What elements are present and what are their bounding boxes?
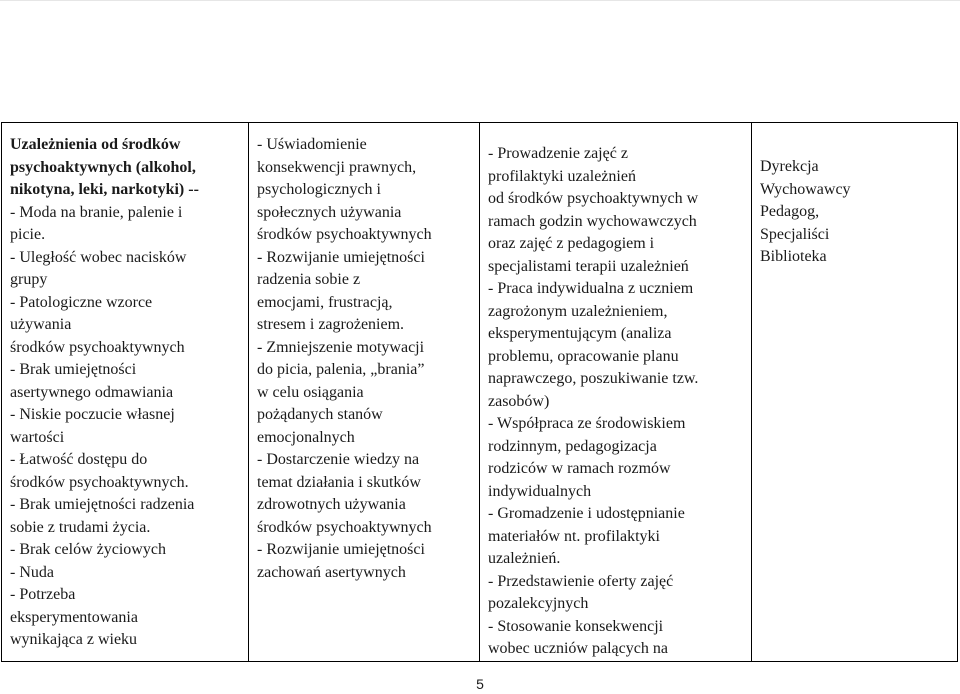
text-line: Biblioteka (760, 248, 827, 265)
text-line: temat działania i skutków (257, 473, 421, 491)
text-line: - Rozwijanie umiejętności (257, 541, 425, 558)
text-line: od środków psychoaktywnych w (488, 190, 699, 207)
text-line: do picia, palenia, „brania” (257, 361, 425, 378)
page-top-edge (0, 0, 960, 1)
text-line: materiałów nt. profilaktyki (488, 527, 660, 545)
text-line: - Przedstawienie oferty zajęć (488, 572, 674, 590)
text-line: - Brak celów życiowych (10, 541, 166, 558)
actions-text (488, 143, 743, 661)
text-line: - Patologiczne wzorce (10, 293, 153, 311)
text-line: pożądanych stanów (257, 406, 383, 423)
text-line: - Zmniejszenie motywacji (257, 338, 425, 356)
text-line: indywidualnych (488, 482, 592, 500)
page-number: 5 (476, 676, 484, 692)
text-line: sobie z trudami życia. (10, 518, 151, 536)
text-line: naprawczego, poszukiwanie tzw. (488, 370, 699, 387)
text-line: - Stosowanie konsekwencji (488, 617, 664, 635)
text-line: ramach godzin wychowawczych (488, 212, 697, 230)
text-line: - Uległość wobec nacisków (10, 248, 187, 266)
text-line: środków psychoaktywnych (257, 226, 432, 243)
text-line: rodzinnym, pedagogizacja (488, 437, 657, 455)
text-line: wobec uczniów palących na (488, 640, 668, 657)
text-line: zagrożonym uzależnieniem, (488, 302, 668, 320)
text-line: radzenia sobie z (257, 271, 361, 288)
text-line: Pedagog, (760, 203, 820, 220)
text-line: uzależnień. (488, 550, 561, 567)
text-line: emocjonalnych (257, 428, 355, 446)
text-line: środków psychoaktywnych. (10, 473, 189, 491)
text-line: konsekwencji prawnych, (257, 158, 417, 176)
text-line: eksperymentującym (analiza (488, 325, 672, 342)
text-line: zasobów) (488, 392, 550, 410)
text-line: eksperymentowania (10, 608, 138, 626)
program-table (1, 122, 958, 662)
goals-text (257, 134, 471, 584)
text-line: wynikająca z wieku (10, 631, 138, 648)
text-line: stresem i zagrożeniem. (257, 316, 405, 333)
text-line: środków psychoaktywnych (10, 338, 185, 356)
text-line: psychoaktywnych (alkohol, (10, 158, 196, 176)
risk-factors-text (10, 134, 240, 652)
text-line: Dyrekcja (760, 158, 819, 175)
text-line: psychologicznych i (257, 181, 381, 198)
text-line: - Praca indywidualna z uczniem (488, 280, 694, 297)
text-line: - Niskie poczucie własnej (10, 406, 175, 423)
responsible-text (760, 156, 949, 269)
text-line: - Moda na branie, palenie i (10, 203, 183, 221)
text-line: - Gromadzenie i udostępnianie (488, 505, 685, 522)
text-line: Wychowawcy (760, 180, 851, 198)
text-line: Uzależnienia od środków (10, 136, 181, 153)
text-line: - Rozwijanie umiejętności (257, 248, 425, 266)
text-line: nikotyna, leki, narkotyki) -- (10, 181, 199, 198)
text-line: grupy (10, 271, 48, 288)
text-line: - Współpraca ze środowiskiem (488, 415, 686, 432)
text-line: - Łatwość dostępu do (10, 451, 148, 468)
text-line: - Brak umiejętności (10, 361, 137, 378)
text-line: - Prowadzenie zajęć z (488, 145, 628, 162)
text-line: asertywnego odmawiania (10, 383, 174, 401)
text-line: rodziców w ramach rozmów (488, 460, 671, 477)
actions-cell (480, 123, 752, 662)
text-line: społecznych używania (257, 203, 402, 221)
text-line: emocjami, frustracją, (257, 293, 393, 311)
text-line: Specjaliści (760, 225, 830, 243)
text-line: oraz zajęć z pedagogiem i (488, 235, 655, 252)
text-line: specjalistami terapii uzależnień (488, 257, 689, 275)
risk-factors-cell (2, 123, 249, 662)
text-line: zdrowotnych używania (257, 496, 406, 513)
responsible-cell (752, 123, 958, 662)
text-line: profilaktyki uzależnień (488, 167, 636, 185)
goals-cell (249, 123, 480, 662)
table-row (2, 123, 958, 662)
text-line: środków psychoaktywnych (257, 518, 432, 536)
text-line: wartości (10, 428, 65, 446)
text-line: - Nuda (10, 563, 54, 581)
text-line: - Potrzeba (10, 586, 76, 603)
text-line: w celu osiągania (257, 383, 364, 401)
text-line: zachowań asertywnych (257, 563, 406, 581)
text-line: - Brak umiejętności radzenia (10, 496, 195, 513)
text-line: pozalekcyjnych (488, 595, 589, 612)
text-line: - Dostarczenie wiedzy na (257, 451, 420, 468)
text-line: picie. (10, 226, 46, 243)
text-line: - Uświadomienie (257, 136, 367, 153)
text-line: problemu, opracowanie planu (488, 347, 679, 365)
text-line: używania (10, 316, 72, 333)
